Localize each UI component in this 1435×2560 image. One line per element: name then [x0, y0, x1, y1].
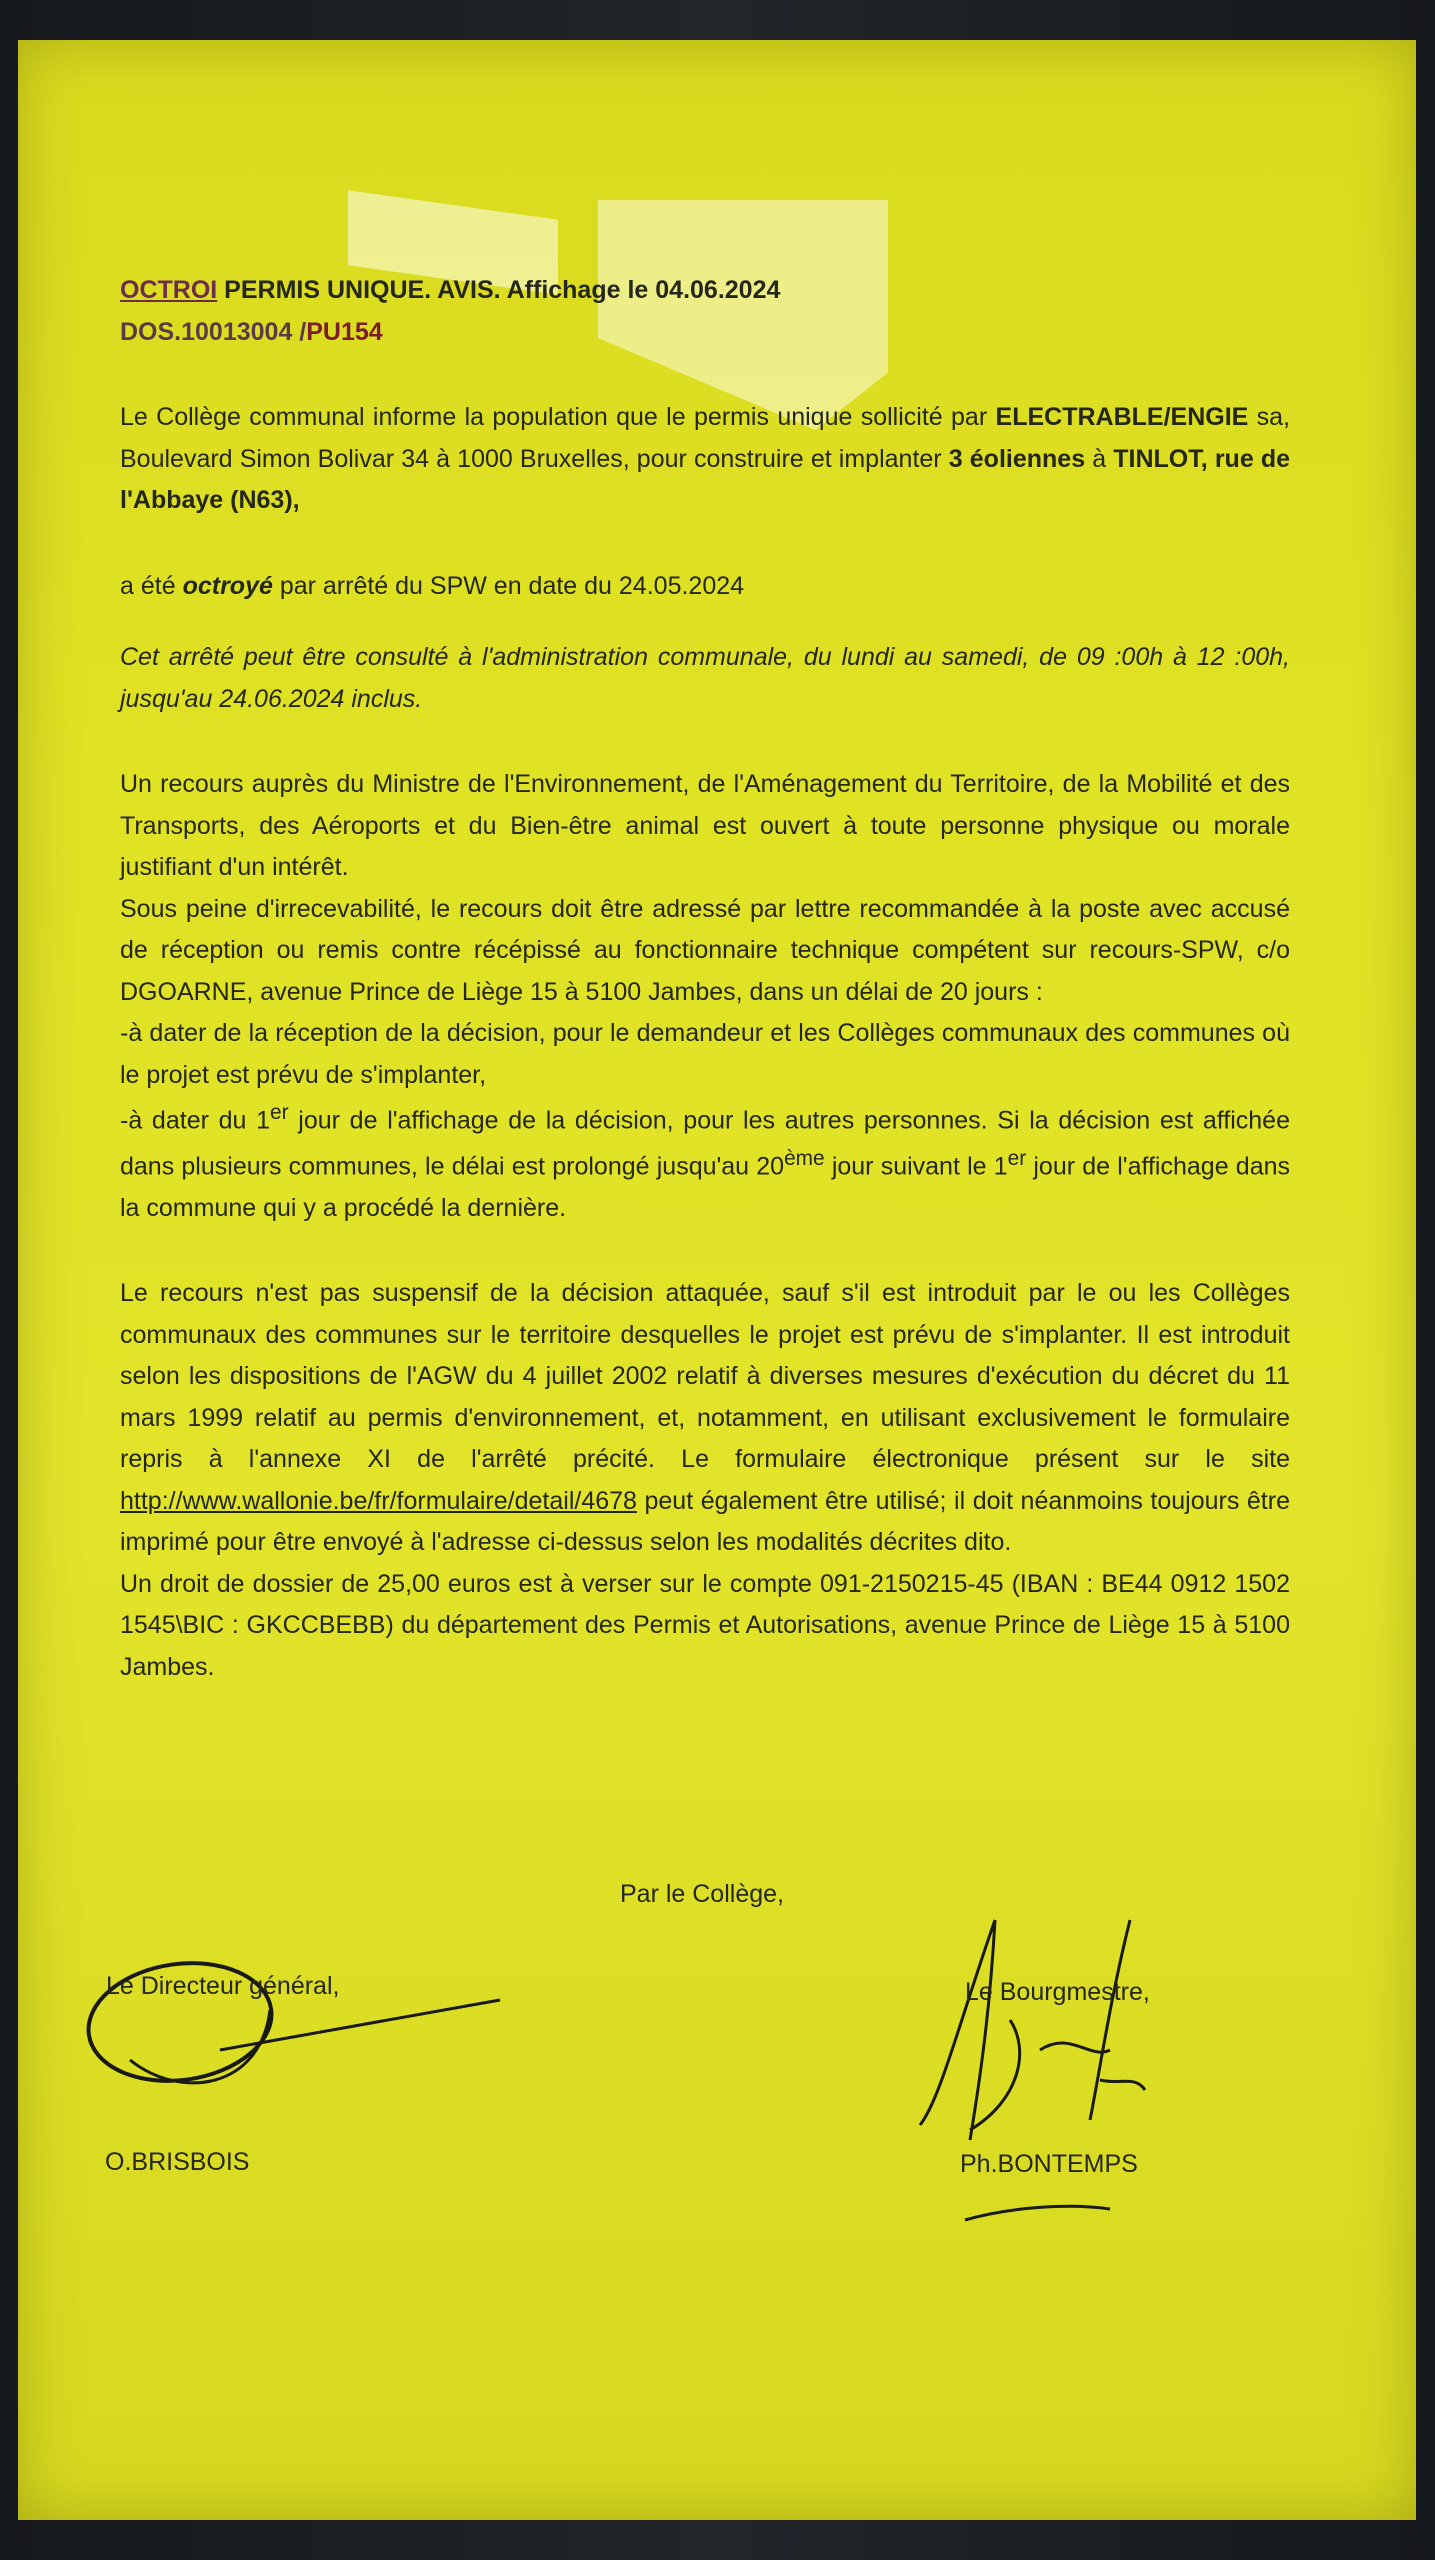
text: à [1085, 444, 1114, 473]
turbine-count: 3 éoliennes [948, 444, 1086, 473]
dossier-code: PU154 [306, 317, 383, 346]
text: Le recours n'est pas suspensif de la décision attaquée, sauf s'il est introduit par le ou les Collèges communaux des communes sur le territoire desquelles le projet est prévu de s'implanter. Il est introduit selon les dispositions de l'AGW du 4 juillet 2002 relatif à diverses mesures d'exécution du décret du 11 mars 1999 relatif au permis d'environnement, et, notamment, en utilisant exclusivement le formulaire repris à l'annexe XI de l'arrêté précité. Le formulaire électronique présent sur le site [120, 1279, 1290, 1474]
paragraph-appeal: Un recours auprès du Ministre de l'Environnement, de l'Aménagement du Territoire, de la Mobilité et des Transports, des Aéroports et du Bien-être animal est ouvert à toute personne physique ou morale justifiant d'un intérêt. [120, 770, 1290, 881]
paragraph-consultation: Cet arrêté peut être consulté à l'administration communale, du lundi au samedi, de 09 :00h à 12 :00h, jusqu'au 24.06.2024 inclus. [120, 643, 1290, 713]
director-name: O.BRISBOIS [105, 2148, 250, 2176]
superscript: ème [784, 1146, 825, 1170]
dossier-reference [120, 312, 1290, 354]
superscript: er [270, 1101, 289, 1124]
octroi-label: OCTROI [120, 276, 218, 304]
mayor-name: Ph.BONTEMPS [960, 2150, 1138, 2178]
text: jour de l'affichage de la décision, pour les autres personnes. Si la décision est affichée dans plusieurs communes, le délai est prolongé jusqu'au 20 [120, 1106, 1290, 1181]
signature-underline [960, 2195, 1120, 2225]
paragraph-suspensive [120, 1273, 1290, 1564]
text: sa, Boulevard Simon Bolivar 34 à 1000 Bruxelles, pour construire et implanter [120, 403, 1290, 473]
paragraph-granted [120, 566, 1290, 608]
superscript: er [1007, 1146, 1027, 1170]
mayor-title: Le Bourgmestre, [965, 1978, 1150, 2006]
notice-title [120, 270, 1290, 312]
text: jour suivant le 1 [824, 1152, 1008, 1181]
paragraph-permit-request [120, 397, 1290, 522]
college-signoff: Par le Collège, [620, 1880, 784, 1908]
text: a été [120, 571, 183, 600]
dossier-prefix: DOS.10013004 / [120, 317, 307, 346]
paragraph-fee: Un droit de dossier de 25,00 euros est à verser sur le compte 091-2150215-45 (IBAN : BE44 0912 1502 1545\BIC : GKCCBEBB) du département des Permis et Autorisations, avenue Prince de Liège 15 à 5100 Jambes. [120, 1569, 1290, 1681]
form-link[interactable]: http://www.wallonie.be/fr/formulaire/detail/4678 [120, 1486, 637, 1515]
granted-word: octroyé [182, 571, 273, 600]
text: par arrêté du SPW en date du 24.05.2024 [272, 571, 745, 600]
director-title: Le Directeur général, [106, 1972, 340, 2000]
text: jour de l'affichage dans la commune qui y a procédé la dernière. [120, 1152, 1290, 1222]
title-rest: PERMIS UNIQUE. AVIS. Affichage le 04.06.2024 [217, 276, 781, 304]
paragraph-deadline-others [120, 1096, 1290, 1229]
paragraph-admissibility: Sous peine d'irrecevabilité, le recours doit être adressé par lettre recommandée à la poste avec accusé de réception ou remis contre récépissé au fonctionnaire technique compétent sur recours-SPW, c/o DGOARNE, avenue Prince de Liège 15 à 5100 Jambes, dans un délai de 20 jours : [120, 894, 1290, 1006]
project-location: TINLOT, rue de l'Abbaye (N63), [120, 444, 1291, 514]
text: Le Collège communal informe la population que le permis unique sollicité par [120, 403, 996, 431]
paragraph-deadline-applicant: -à dater de la réception de la décision, pour le demandeur et les Collèges communaux des communes où le projet est prévu de s'implanter, [120, 1019, 1290, 1089]
text: -à dater du 1 [120, 1106, 271, 1135]
applicant-name: ELECTRABLE/ENGIE [995, 403, 1249, 431]
notice-body [120, 270, 1290, 1688]
text: peut également être utilisé; il doit néanmoins toujours être imprimé pour être envoyé à l'adresse ci-dessus selon les modalités décrites dito. [120, 1486, 1290, 1557]
mayor-signature-mark [900, 1900, 1160, 2150]
